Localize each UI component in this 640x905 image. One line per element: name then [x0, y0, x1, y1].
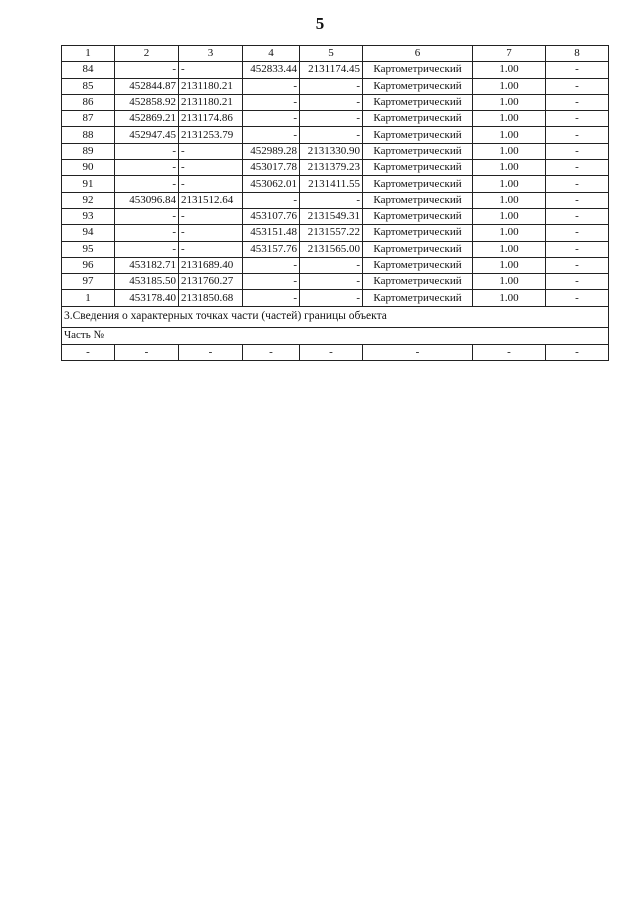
- x-coord-cell: -: [115, 241, 179, 257]
- empty-cell: -: [363, 344, 473, 360]
- page-number: 5: [315, 14, 325, 33]
- table-row: [62, 143, 609, 159]
- table-row: [62, 78, 609, 94]
- method-cell: Картометрический: [363, 225, 473, 241]
- description-cell: -: [546, 176, 609, 192]
- header-cell: 4: [243, 46, 300, 62]
- method-cell: Картометрический: [363, 176, 473, 192]
- method-cell: Картометрический: [363, 208, 473, 224]
- empty-cell: -: [243, 344, 300, 360]
- characteristic-points-table: [61, 45, 609, 361]
- header-cell: 6: [363, 46, 473, 62]
- x-coord-cell: -: [115, 160, 179, 176]
- table-row: [62, 274, 609, 290]
- x-coord-cell: -: [115, 176, 179, 192]
- x-coord-cell: 452858.92: [115, 94, 179, 110]
- x-coord-cell: -: [115, 208, 179, 224]
- accuracy-cell: 1.00: [473, 111, 546, 127]
- x-coord-cell: 452947.45: [115, 127, 179, 143]
- point-number-cell: 97: [62, 274, 115, 290]
- y-coord-cell: 2131689.40: [179, 257, 243, 273]
- accuracy-cell: 1.00: [473, 78, 546, 94]
- y-new-cell: 2131411.55: [300, 176, 363, 192]
- description-cell: -: [546, 78, 609, 94]
- description-cell: -: [546, 192, 609, 208]
- method-cell: Картометрический: [363, 160, 473, 176]
- description-cell: -: [546, 127, 609, 143]
- y-new-cell: 2131379.23: [300, 160, 363, 176]
- y-coord-cell: 2131850.68: [179, 290, 243, 306]
- method-cell: Картометрический: [363, 257, 473, 273]
- method-cell: Картометрический: [363, 290, 473, 306]
- empty-cell: -: [546, 344, 609, 360]
- point-number-cell: 92: [62, 192, 115, 208]
- table-row: [62, 94, 609, 110]
- y-new-cell: -: [300, 78, 363, 94]
- description-cell: -: [546, 143, 609, 159]
- y-new-cell: -: [300, 94, 363, 110]
- table-row: [62, 192, 609, 208]
- x-coord-cell: 453182.71: [115, 257, 179, 273]
- point-number-cell: 95: [62, 241, 115, 257]
- method-cell: Картометрический: [363, 143, 473, 159]
- x-new-cell: 453151.48: [243, 225, 300, 241]
- part-label: Часть №: [62, 327, 609, 344]
- header-row: [62, 46, 609, 62]
- table-row: [62, 127, 609, 143]
- y-coord-cell: 2131253.79: [179, 127, 243, 143]
- x-coord-cell: -: [115, 225, 179, 241]
- accuracy-cell: 1.00: [473, 143, 546, 159]
- description-cell: -: [546, 160, 609, 176]
- section-title-row: [62, 306, 609, 327]
- table-row: [62, 208, 609, 224]
- empty-cell: -: [179, 344, 243, 360]
- point-number-cell: 89: [62, 143, 115, 159]
- x-new-cell: 452989.28: [243, 143, 300, 159]
- accuracy-cell: 1.00: [473, 127, 546, 143]
- section-title: 3.Сведения о характерных точках части (частей) границы объекта: [62, 306, 609, 327]
- y-coord-cell: -: [179, 143, 243, 159]
- method-cell: Картометрический: [363, 274, 473, 290]
- header-cell: 2: [115, 46, 179, 62]
- accuracy-cell: 1.00: [473, 94, 546, 110]
- accuracy-cell: 1.00: [473, 160, 546, 176]
- y-coord-cell: -: [179, 160, 243, 176]
- x-new-cell: 453017.78: [243, 160, 300, 176]
- accuracy-cell: 1.00: [473, 274, 546, 290]
- description-cell: -: [546, 241, 609, 257]
- y-new-cell: 2131174.45: [300, 62, 363, 78]
- table-row: [62, 290, 609, 306]
- point-number-cell: 87: [62, 111, 115, 127]
- method-cell: Картометрический: [363, 241, 473, 257]
- y-coord-cell: -: [179, 241, 243, 257]
- empty-cell: -: [115, 344, 179, 360]
- x-new-cell: -: [243, 290, 300, 306]
- method-cell: Картометрический: [363, 78, 473, 94]
- accuracy-cell: 1.00: [473, 208, 546, 224]
- point-number-cell: 84: [62, 62, 115, 78]
- table-row: [62, 111, 609, 127]
- y-coord-cell: 2131512.64: [179, 192, 243, 208]
- empty-cell: -: [62, 344, 115, 360]
- point-number-cell: 86: [62, 94, 115, 110]
- y-new-cell: -: [300, 192, 363, 208]
- x-new-cell: -: [243, 94, 300, 110]
- x-new-cell: -: [243, 78, 300, 94]
- header-cell: 3: [179, 46, 243, 62]
- accuracy-cell: 1.00: [473, 290, 546, 306]
- table-row: [62, 225, 609, 241]
- y-coord-cell: 2131180.21: [179, 94, 243, 110]
- table-row: [62, 241, 609, 257]
- x-new-cell: -: [243, 257, 300, 273]
- empty-row: [62, 344, 609, 360]
- x-coord-cell: -: [115, 143, 179, 159]
- x-coord-cell: 453185.50: [115, 274, 179, 290]
- empty-cell: -: [473, 344, 546, 360]
- x-coord-cell: -: [115, 62, 179, 78]
- x-new-cell: -: [243, 192, 300, 208]
- x-new-cell: 452833.44: [243, 62, 300, 78]
- x-new-cell: -: [243, 127, 300, 143]
- y-new-cell: -: [300, 127, 363, 143]
- y-new-cell: 2131557.22: [300, 225, 363, 241]
- accuracy-cell: 1.00: [473, 192, 546, 208]
- y-coord-cell: 2131180.21: [179, 78, 243, 94]
- method-cell: Картометрический: [363, 127, 473, 143]
- part-label-row: [62, 327, 609, 344]
- description-cell: -: [546, 257, 609, 273]
- method-cell: Картометрический: [363, 62, 473, 78]
- y-coord-cell: -: [179, 225, 243, 241]
- point-number-cell: 85: [62, 78, 115, 94]
- table-row: [62, 176, 609, 192]
- x-coord-cell: 453178.40: [115, 290, 179, 306]
- table-row: [62, 160, 609, 176]
- y-coord-cell: 2131760.27: [179, 274, 243, 290]
- description-cell: -: [546, 290, 609, 306]
- y-new-cell: 2131549.31: [300, 208, 363, 224]
- x-new-cell: 453062.01: [243, 176, 300, 192]
- header-cell: 8: [546, 46, 609, 62]
- header-cell: 5: [300, 46, 363, 62]
- description-cell: -: [546, 225, 609, 241]
- x-new-cell: 453157.76: [243, 241, 300, 257]
- accuracy-cell: 1.00: [473, 176, 546, 192]
- header-cell: 7: [473, 46, 546, 62]
- x-coord-cell: 452844.87: [115, 78, 179, 94]
- point-number-cell: 93: [62, 208, 115, 224]
- accuracy-cell: 1.00: [473, 241, 546, 257]
- header-cell: 1: [62, 46, 115, 62]
- description-cell: -: [546, 62, 609, 78]
- x-new-cell: 453107.76: [243, 208, 300, 224]
- y-coord-cell: -: [179, 62, 243, 78]
- empty-cell: -: [300, 344, 363, 360]
- description-cell: -: [546, 94, 609, 110]
- table-row: [62, 62, 609, 78]
- point-number-cell: 94: [62, 225, 115, 241]
- description-cell: -: [546, 111, 609, 127]
- x-new-cell: -: [243, 274, 300, 290]
- y-new-cell: -: [300, 257, 363, 273]
- table-body: [62, 46, 609, 361]
- point-number-cell: 88: [62, 127, 115, 143]
- description-cell: -: [546, 274, 609, 290]
- y-new-cell: 2131565.00: [300, 241, 363, 257]
- point-number-cell: 90: [62, 160, 115, 176]
- y-new-cell: -: [300, 274, 363, 290]
- accuracy-cell: 1.00: [473, 257, 546, 273]
- y-coord-cell: -: [179, 208, 243, 224]
- y-coord-cell: -: [179, 176, 243, 192]
- point-number-cell: 1: [62, 290, 115, 306]
- y-new-cell: 2131330.90: [300, 143, 363, 159]
- point-number-cell: 91: [62, 176, 115, 192]
- method-cell: Картометрический: [363, 192, 473, 208]
- table-row: [62, 257, 609, 273]
- y-coord-cell: 2131174.86: [179, 111, 243, 127]
- description-cell: -: [546, 208, 609, 224]
- x-new-cell: -: [243, 111, 300, 127]
- method-cell: Картометрический: [363, 94, 473, 110]
- accuracy-cell: 1.00: [473, 62, 546, 78]
- y-new-cell: -: [300, 290, 363, 306]
- method-cell: Картометрический: [363, 111, 473, 127]
- x-coord-cell: 453096.84: [115, 192, 179, 208]
- point-number-cell: 96: [62, 257, 115, 273]
- y-new-cell: -: [300, 111, 363, 127]
- accuracy-cell: 1.00: [473, 225, 546, 241]
- x-coord-cell: 452869.21: [115, 111, 179, 127]
